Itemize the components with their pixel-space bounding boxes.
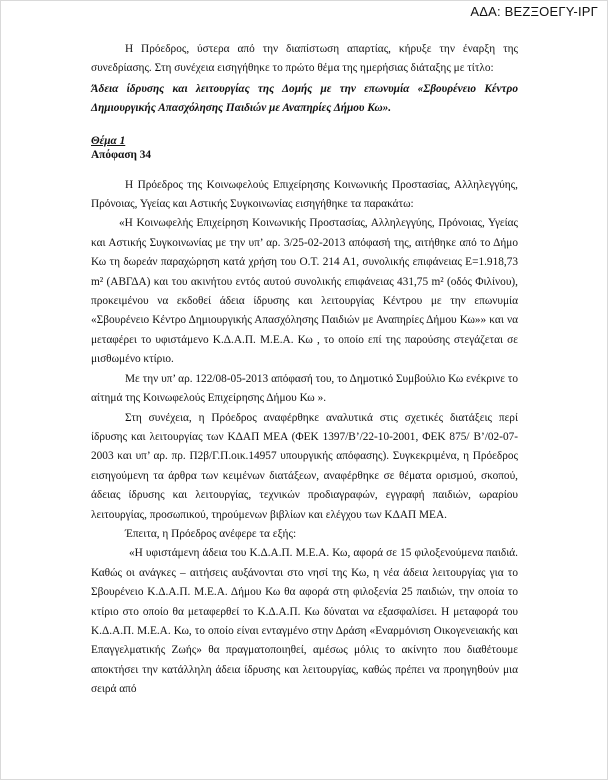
paragraph-opening: Η Πρόεδρος, ύστερα από την διαπίστωση απαρτίας, κήρυξε την έναρξη της συνεδρίασης. Στη συνέχεια εισηγήθηκε το πρώτο θέμα της ημερήσιας διάταξης με τίτλο:: [91, 43, 518, 75]
document-body: [91, 40, 518, 700]
topic-heading: Θέμα 1: [91, 134, 126, 147]
paragraph-council-decision: Με την υπ’ αρ. 122/08-05-2013 απόφασή του, το Δημοτικό Συμβούλιο Κω ενέκρινε το αίτημά της Κοινωφελούς Επιχείρησης Δήμου Κω ».: [91, 372, 518, 405]
paragraph-then: Έπειτα, η Πρόεδρος ανέφερε τα εξής:: [125, 527, 297, 540]
ada-code: ΑΔΑ: ΒΕΖΞΟΕΓΥ-ΙΡΓ: [470, 4, 598, 19]
paragraph-legal-provisions: Στη συνέχεια, η Πρόεδρος αναφέρθηκε αναλυτικά στις σχετικές διατάξεις περί ίδρυσης και λειτουργίας των ΚΔΑΠ ΜΕΑ (ΦΕΚ 1397/Β’/22-10-2001, ΦΕΚ 875/ Β’/02-07-2003 και υπ’ αρ. πρ. Π2β/Γ.Π.οικ.14957 υπουργικής απόφασης). Συγκεκριμένα, η Πρόεδρος εισηγούμενη τα άρθρα των κειμένων διατάξεων, αναφέρθηκε σε θέματα ορισμού, σκοπού, άδειας ίδρυσης και λειτουργίας, τεχνικών προδιαγραφών, εγγραφή παιδιών, ωραρίου λειτουργίας, προσωπικού, τηρούμενων βιβλίων και ελέγχου των ΚΔΑΠ ΜΕΑ.: [91, 411, 518, 521]
paragraph-request: «Η Κοινωφελής Επιχείρηση Κοινωνικής Προστασίας, Αλληλεγγύης, Πρόνοιας, Υγείας και Αστικής Συγκοινωνίας με την υπ’ αρ. 3/25-02-2013 απόφασή της, αιτήθηκε από το Δήμο Κω τη δωρεάν παραχώρηση κατά χρήση του Ο.Τ. 214 Α1, συνολικής επιφάνειας Ε=1.918,73 m² (ΑΒΓΔΑ) και του ακινήτου εντός αυτού συνολικής επιφάνειας 431,75 m² (οδός Φιλίνου), προκειμένου να εκδοθεί άδεια ίδρυσης και λειτουργίας Κέντρου με την επωνυμία «Σβουρένειο Κέντρο Δημιουργικής Απασχόλησης Παιδιών με Αναπηρίες Δήμου Κω»» και να μεταφέρει το υφιστάμενο Κ.Δ.Α.Π. Μ.Ε.Α. Κω , το οποίο επί της παρούσης στεγάζεται σε μισθωμένο κτίριο.: [91, 217, 518, 366]
paragraph-current-license: «Η υφιστάμενη άδεια του Κ.Δ.Α.Π. Μ.Ε.Α. Κω, αφορά σε 15 φιλοξενούμενα παιδιά. Καθώς οι ανάγκες – αιτήσεις αυξάνονται στο νησί της Κω, η νέα άδεια λειτουργίας για το Σβουρένειο Κ.Δ.Α.Π. Μ.Ε.Α. Δήμου Κω θα αφορά στη φιλοξενία 25 παιδιών, την οποία το κτίριο στο οποίο θα μεταφερθεί το Κ.Δ.Α.Π. Κω δύναται να εξασφαλίσει. Η μεταφορά του Κ.Δ.Α.Π. Μ.Ε.Α. Κω, το οποίο είναι ενταγμένο στην Δράση «Εναρμόνιση Οικογενειακής και Επαγγελματικής Ζωής» θα πραγματοποιηθεί, αμέσως μόλις το ακίνητο που διαθέτουμε αποκτήσει την κατάλληλη άδεια ίδρυσης και λειτουργίας, καθώς πρέπει να προηγηθούν μια σειρά από: [91, 547, 518, 696]
decision-number: Απόφαση 34: [91, 148, 152, 161]
agenda-item-title: Άδεια ίδρυσης και λειτουργίας της Δομής με την επωνυμία «Σβουρένειο Κέντρο Δημιουργικής Απασχόλησης Παιδιών με Αναπηρίες Δήμου Κω».: [91, 82, 518, 115]
paragraph-introduction: Η Πρόεδρος της Κοινωφελούς Επιχείρησης Κοινωνικής Προστασίας, Αλληλεγγύης, Πρόνοιας, Υγείας και Αστικής Συγκοινωνίας εισηγήθηκε τα παρακάτω:: [91, 178, 518, 211]
